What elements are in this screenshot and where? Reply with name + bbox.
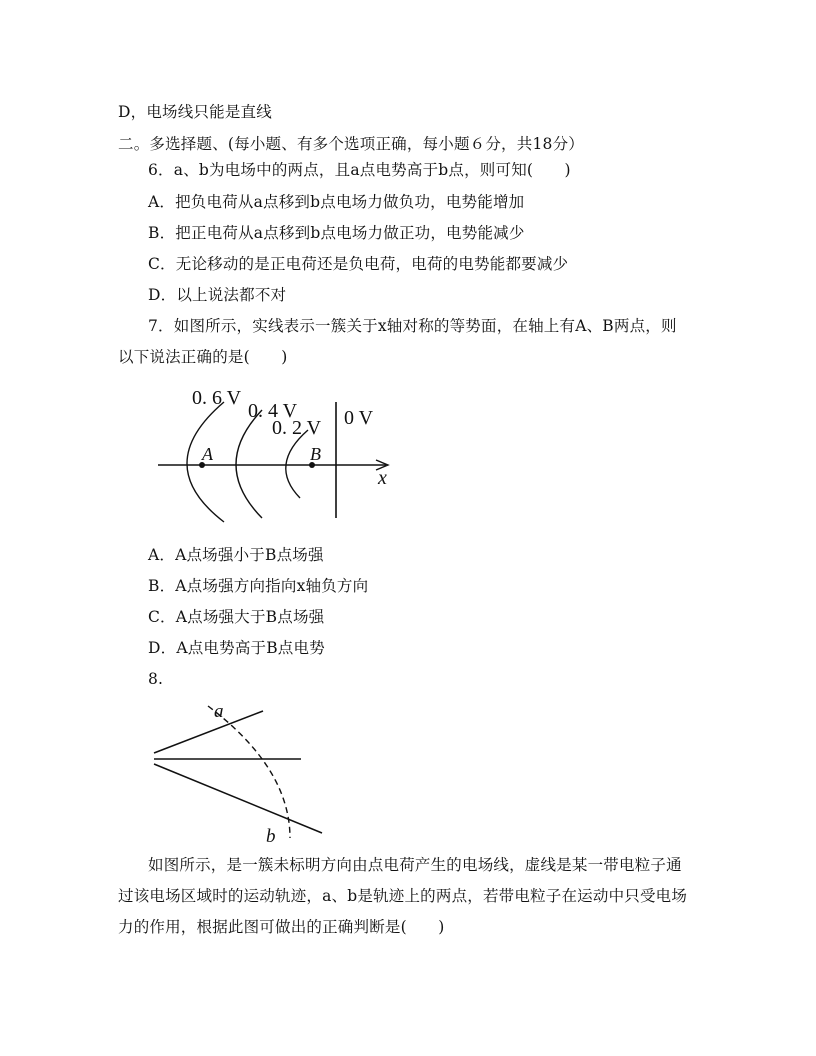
label-0-6v: 0. 6 V [192, 387, 242, 409]
q7-option-c: C．A点场强大于B点场强 [148, 608, 325, 626]
q7-stem-line1: 7．如图所示，实线表示一簇关于x轴对称的等势面，在轴上有A、B两点，则 [148, 317, 677, 335]
field-line-lower [154, 764, 322, 833]
q8-field-lines-figure [150, 698, 330, 848]
q6-option-c: C．无论移动的是正电荷还是负电荷，电荷的电势能都要减少 [148, 255, 569, 273]
label-point-b: b [266, 826, 276, 847]
equipotential-curve-02 [286, 430, 308, 498]
q7-equipotential-figure [150, 380, 400, 530]
q7-option-d: D．A点电势高于B点电势 [148, 639, 325, 657]
label-0v: 0 V [344, 407, 374, 429]
label-point-b: B [310, 444, 321, 464]
trajectory-dashed-curve [208, 706, 290, 838]
q6-option-b: B．把正电荷从a点移到b点电场力做正功，电势能减少 [148, 224, 525, 242]
q7-stem-line2: 以下说法正确的是( ) [118, 348, 288, 366]
label-0-4v: 0. 4 V [248, 400, 298, 422]
q8-number: 8. [148, 670, 164, 688]
q7-option-b: B．A点场强方向指向x轴负方向 [148, 577, 369, 595]
q6-option-d: D．以上说法都不对 [148, 286, 287, 304]
q6-option-a: A．把负电荷从a点移到b点电场力做负功，电势能增加 [148, 193, 525, 211]
field-line-upper [154, 711, 263, 753]
equipotential-curve-04 [236, 410, 262, 518]
label-point-a: A [202, 444, 213, 464]
q7-option-a: A．A点场强小于B点场强 [148, 546, 324, 564]
section-title: 二。多选择题、(每小题、有多个选项正确，每小题６分，共18分） [118, 135, 584, 153]
q8-stem-line2: 过该电场区域时的运动轨迹，a、b是轨迹上的两点，若带电粒子在运动中只受电场 [118, 887, 688, 905]
label-point-a: a [214, 701, 224, 722]
q5-option-d: D，电场线只能是直线 [118, 103, 272, 121]
label-x-axis: x [378, 467, 387, 489]
q8-stem-line1: 如图所示，是一簇未标明方向由点电荷产生的电场线，虚线是某一带电粒子通 [148, 856, 682, 874]
q8-stem-line3: 力的作用，根据此图可做出的正确判断是( ) [118, 918, 445, 936]
q6-stem: 6．a、b为电场中的两点，且a点电势高于b点，则可知( ) [148, 161, 571, 179]
label-0-2v: 0. 2 V [272, 417, 322, 439]
